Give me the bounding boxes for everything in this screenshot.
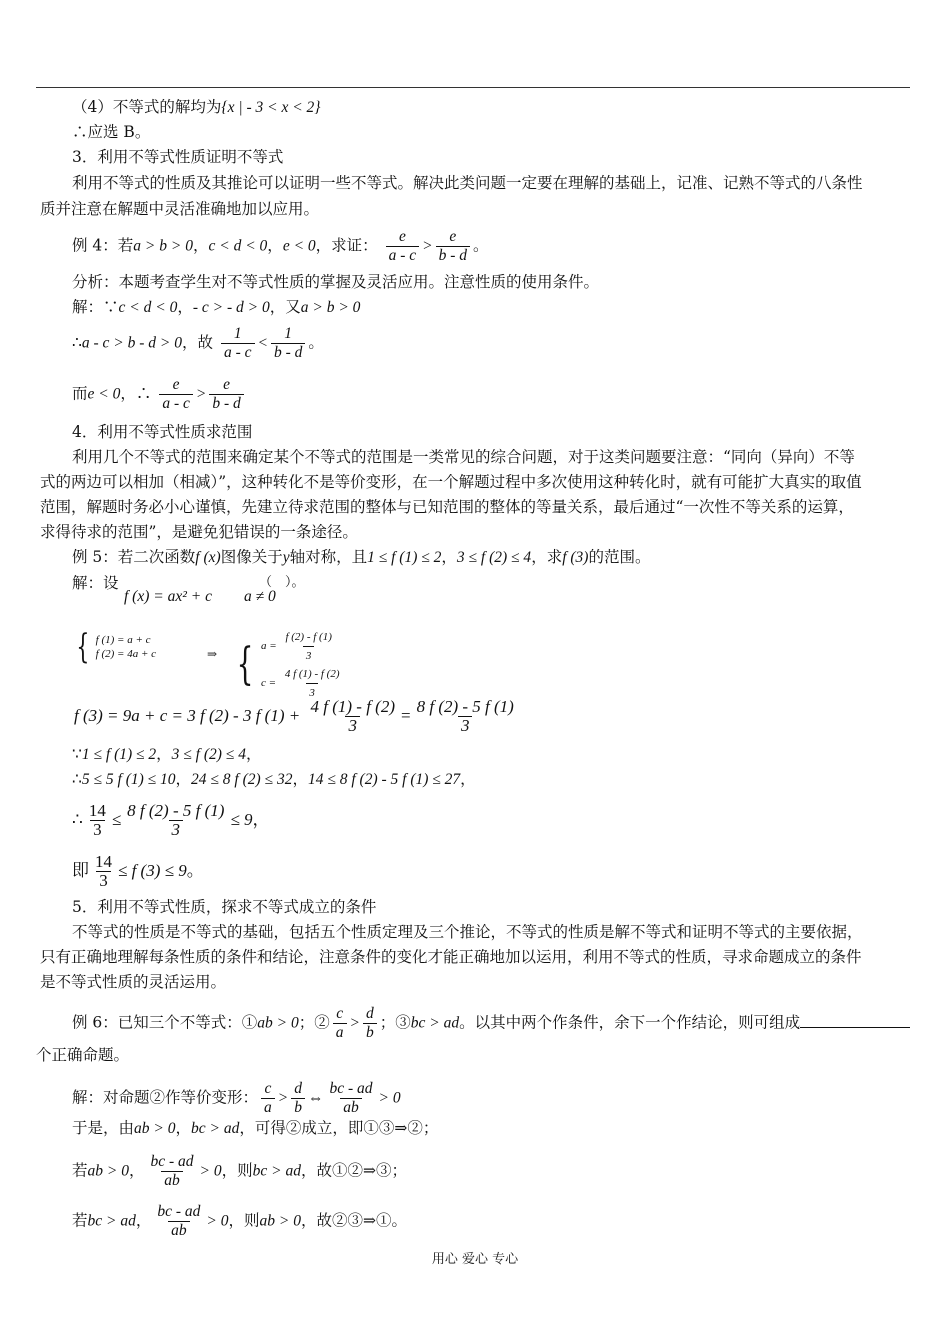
solution-4-line-1: 解：∵c < d < 0，- c > - d > 0，又a > b > 0 [72, 298, 361, 316]
implies-arrow: ⇒ [207, 647, 218, 661]
solution-6-line-4: 若bc > ad， $\frac{bc - ad}{ab}$ > 0，则ab > 0，故②③⇒①。 [72, 1203, 407, 1239]
paragraph-4-line-1: 利用几个不等式的范围来确定某个不等式的范围是一类常见的综合问题，对于这类问题要注意：“同向（异向）不等 [72, 448, 855, 466]
combined-bound: ∴ $\frac{14}{3}$ ≤ $\frac{8 f (2) - 5 f (1)}{3}$ ≤ 9， [72, 801, 270, 839]
line-solution-set: （4）不等式的解均为{x | - 3 < x < 2} [72, 98, 321, 116]
solution-5-paren-right: ）。 [285, 575, 305, 590]
given-bounds: ∵1 ≤ f (1) ≤ 2，3 ≤ f (2) ≤ 4， [72, 745, 262, 763]
solution-4-line-2: ∴a - c > b - d > 0，故 $\frac{1}{a - c}$ < $\frac{1}{b - d}$ 。 [72, 325, 324, 361]
section-heading-3: 3．利用不等式性质证明不等式 [72, 148, 284, 166]
paragraph-5-line-1: 不等式的性质是不等式的基础，包括五个性质定理及三个推论，不等式的性质是解不等式和证明不等式的主要依据， [72, 923, 863, 941]
solution-4-line-3: 而e < 0，∴ $\frac{e}{a - c}$ > $\frac{e}{b - d}$ [72, 376, 247, 413]
answer-blank [800, 1013, 910, 1028]
example-5: 例 5：若二次函数f (x)图像关于y轴对称，且1 ≤ f (1) ≤ 2，3 ≤ f (2) ≤ 4，求f (3)的范围。 [72, 548, 651, 566]
equation-system: { f (1) = a + c f (2) = 4a + c [76, 627, 157, 667]
paragraph-3-line-1: 利用不等式的性质及其推论可以证明一些不等式。解决此类问题一定要在理解的基础上，记准、记熟不等式的八条性 [72, 174, 863, 192]
section-heading-5: 5．利用不等式性质，探求不等式成立的条件 [72, 898, 377, 916]
header-rule [36, 87, 910, 88]
solution-5-condition: a ≠ 0 [244, 588, 276, 605]
solution-6-line-3: 若ab > 0， $\frac{bc - ad}{ab}$ > 0，则bc > ad，故①②⇒③； [72, 1153, 407, 1189]
final-range: 即 $\frac{14}{3}$ ≤ f (3) ≤ 9。 [72, 852, 204, 890]
example-4: 例 4：若a > b > 0，c < d < 0，e < 0，求证： $\frac{e}{a - c}$ > $\frac{e}{b - d}$ 。 [72, 228, 489, 264]
section-heading-4: 4．利用不等式性质求范围 [72, 423, 253, 441]
paragraph-3-line-2: 质并注意在解题中灵活准确地加以应用。 [40, 200, 320, 218]
paragraph-4-line-4: 求得待求的范围”，是避免犯错误的一条途径。 [40, 523, 358, 541]
paragraph-5-line-3: 是不等式性质的灵活运用。 [40, 973, 227, 991]
solution-6-line-2: 于是，由ab > 0，bc > ad，可得②成立，即①③⇒②； [72, 1119, 439, 1137]
solution-5-setup: 解：设 [72, 574, 119, 592]
line-choose-b: ∴应选 B。 [72, 123, 151, 141]
page-footer: 用心 爱心 专心 [431, 1252, 519, 1267]
example-6-line-2: 个正确命题。 [36, 1046, 130, 1064]
scaled-bounds: ∴5 ≤ 5 f (1) ≤ 10，24 ≤ 8 f (2) ≤ 32，14 ≤ 8 f (2) - 5 f (1) ≤ 27， [72, 770, 476, 788]
solution-6-line-1: 解：对命题②作等价变形： $\frac{c}{a}$ > $\frac{d}{b}$ ⇔ $\frac{bc - ad}{ab}$ > 0 [72, 1080, 401, 1116]
solution-5-paren-left: （ [259, 575, 273, 590]
equation-system-solved: { a = $\frac{f (2) - f (1)}{3}$ c = $\frac{4 f (1) - f (2)}{3}$ [231, 628, 346, 702]
f3-expression: f (3) = 9a + c = 3 f (2) - 3 f (1) + $\frac{4 f (1) - f (2)}{3}$ = $\frac{8 f (2) - 5 f (1)}{3}$ [74, 697, 514, 735]
paragraph-5-line-2: 只有正确地理解每条性质的条件和结论，注意条件的变化才能正确地加以运用，利用不等式的性质，寻求命题成立的条件 [40, 948, 862, 966]
paragraph-4-line-3: 范围，解题时务必小心谨慎，先建立待求范围的整体与已知范围的整体的等量关系，最后通过“一次性不等关系的运算， [40, 498, 854, 516]
solution-5-function: f (x) = ax² + c [124, 588, 212, 605]
paragraph-4-line-2: 式的两边可以相加（相减）”，这种转化不是等价变形，在一个解题过程中多次使用这种转化时，就有可能扩大真实的取值 [40, 473, 862, 491]
analysis-line: 分析：本题考查学生对不等式性质的掌握及灵活应用。注意性质的使用条件。 [72, 273, 600, 291]
example-6: 例 6：已知三个不等式：①ab > 0；② $\frac{c}{a}$ > $\frac{d}{b}$ ；③bc > ad。以其中两个作条件，余下一个作结论，则可组成 [72, 1005, 910, 1042]
